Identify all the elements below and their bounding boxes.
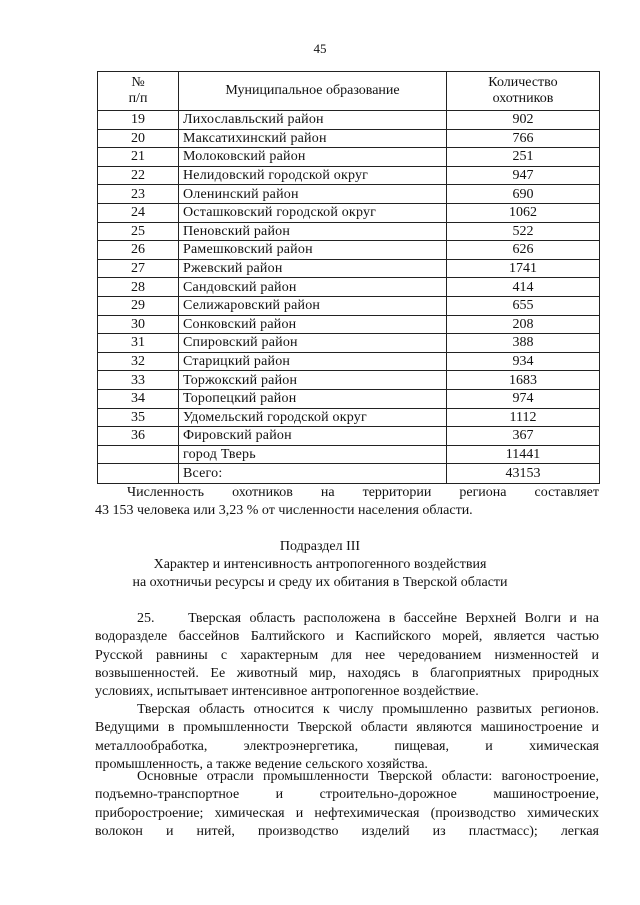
paragraph-line: промышленность, а также ведение сельского хозяйства.	[95, 756, 428, 772]
table-row	[98, 408, 600, 427]
row-number-cell: 36	[98, 427, 179, 446]
paragraph-line: возвышенностей. Ее животный мир, находясь в благоприятных природных	[95, 665, 599, 681]
hunter-count-cell: 11441	[447, 445, 600, 464]
table-header	[98, 72, 600, 111]
table-body	[98, 111, 600, 484]
table-row	[98, 129, 600, 148]
paragraph-line: приборостроение; химическая и нефтехимическая (производство химических	[95, 805, 599, 821]
row-number-cell: 26	[98, 241, 179, 260]
table-row	[98, 222, 600, 241]
hunter-count-cell: 367	[447, 427, 600, 446]
hunter-count-cell: 1062	[447, 203, 600, 222]
municipality-cell: Оленинский район	[179, 185, 447, 204]
row-number-cell: 35	[98, 408, 179, 427]
table-row	[98, 148, 600, 167]
row-number-cell: 27	[98, 259, 179, 278]
row-number-cell: 20	[98, 129, 179, 148]
header-number-line1: №	[131, 75, 145, 90]
paragraph-industry	[95, 701, 599, 774]
municipality-cell: город Тверь	[179, 445, 447, 464]
municipality-cell: Максатихинский район	[179, 129, 447, 148]
hunter-count-cell: 902	[447, 111, 600, 130]
paragraph-line: Русской равнины с характерным для нее чередованием низменностей и	[95, 647, 599, 663]
municipality-cell: Осташковский городской округ	[179, 203, 447, 222]
municipality-cell: Нелидовский городской округ	[179, 166, 447, 185]
summary-line: Численность охотников на территории региона составляет	[127, 485, 599, 500]
hunter-count-cell: 947	[447, 166, 600, 185]
row-number-cell: 28	[98, 278, 179, 297]
table-row	[98, 371, 600, 390]
table-row	[98, 241, 600, 260]
municipality-cell: Всего:	[179, 464, 447, 484]
table-row	[98, 445, 600, 464]
row-number-cell: 21	[98, 148, 179, 167]
hunter-count-cell: 655	[447, 296, 600, 315]
hunter-count-cell: 208	[447, 315, 600, 334]
summary-line: 43 153 человека или 3,23 % от численности населения области.	[95, 503, 473, 519]
table-row	[98, 111, 600, 130]
table-row	[98, 203, 600, 222]
hunter-count-cell: 414	[447, 278, 600, 297]
row-number-cell: 23	[98, 185, 179, 204]
section-title: Подраздел III	[279, 539, 361, 554]
paragraph-sectors	[95, 768, 599, 841]
hunter-count-cell: 388	[447, 334, 600, 353]
table-row	[98, 296, 600, 315]
header-number	[98, 72, 179, 111]
paragraph-line: металлообработка, электроэнергетика, пищевая, и химическая	[95, 738, 599, 754]
paragraph-line: волокон и нитей, производство изделий из пластмасс); легкая	[95, 823, 599, 839]
header-count-line1: Количество	[488, 75, 558, 90]
paragraph-line: Тверская область относится к числу промышленно развитых регионов.	[137, 702, 599, 717]
hunter-count-cell: 690	[447, 185, 600, 204]
row-number-cell: 24	[98, 203, 179, 222]
municipality-cell: Ржевский район	[179, 259, 447, 278]
section-subtitle: Характер и интенсивность антропогенного воздействия	[153, 557, 487, 572]
row-number-cell: 33	[98, 371, 179, 390]
table-row	[98, 278, 600, 297]
municipality-cell: Спировский район	[179, 334, 447, 353]
row-number-cell: 19	[98, 111, 179, 130]
municipality-cell: Лихославльский район	[179, 111, 447, 130]
hunter-count-cell: 766	[447, 129, 600, 148]
row-number-cell	[98, 464, 179, 484]
municipality-cell: Фировский район	[179, 427, 447, 446]
table-row	[98, 166, 600, 185]
row-number-cell: 30	[98, 315, 179, 334]
hunter-count-cell: 43153	[447, 464, 600, 484]
section-subtitle: на охотничьи ресурсы и среду их обитания в Тверской области	[132, 575, 508, 590]
row-number-cell: 32	[98, 352, 179, 371]
summary-paragraph	[95, 484, 599, 521]
municipality-cell: Молоковский район	[179, 148, 447, 167]
paragraph-line: 25. Тверская область расположена в бассейне Верхней Волги и на	[137, 611, 599, 626]
paragraph-line: условиях, испытывает интенсивное антропогенное воздействие.	[95, 684, 479, 700]
hunter-count-cell: 974	[447, 389, 600, 408]
table-row	[98, 334, 600, 353]
row-number-cell: 22	[98, 166, 179, 185]
table-row	[98, 259, 600, 278]
hunters-table	[97, 71, 600, 484]
municipality-cell: Торжокский район	[179, 371, 447, 390]
row-number-cell	[98, 445, 179, 464]
row-number-cell: 31	[98, 334, 179, 353]
paragraph-line: подъемно-транспортное и строительно-дорожное машиностроение,	[95, 787, 599, 803]
table-row	[98, 352, 600, 371]
municipality-cell: Удомельский городской округ	[179, 408, 447, 427]
hunter-count-cell: 522	[447, 222, 600, 241]
paragraph-25	[95, 610, 599, 701]
hunter-count-cell: 251	[447, 148, 600, 167]
municipality-cell: Старицкий район	[179, 352, 447, 371]
table-row	[98, 389, 600, 408]
table-row	[98, 315, 600, 334]
hunter-count-cell: 1683	[447, 371, 600, 390]
hunter-count-cell: 1112	[447, 408, 600, 427]
table-row	[98, 464, 600, 484]
municipality-cell: Торопецкий район	[179, 389, 447, 408]
hunter-count-cell: 934	[447, 352, 600, 371]
header-count-line2: охотников	[492, 91, 554, 106]
row-number-cell: 29	[98, 296, 179, 315]
municipality-cell: Сандовский район	[179, 278, 447, 297]
row-number-cell: 25	[98, 222, 179, 241]
hunter-count-cell: 1741	[447, 259, 600, 278]
table-row	[98, 185, 600, 204]
paragraph-line: Основные отрасли промышленности Тверской области: вагоностроение,	[137, 769, 599, 784]
header-municipality: Муниципальное образование	[179, 72, 447, 111]
municipality-cell: Рамешковский район	[179, 241, 447, 260]
header-hunter-count	[447, 72, 600, 111]
row-number-cell: 34	[98, 389, 179, 408]
hunter-count-cell: 626	[447, 241, 600, 260]
page-number: 45	[313, 41, 327, 56]
header-number-line2: п/п	[128, 91, 148, 106]
table-row	[98, 427, 600, 446]
municipality-cell: Пеновский район	[179, 222, 447, 241]
paragraph-line: Ведущими в промышленности Тверской области являются машиностроение и	[95, 720, 599, 736]
municipality-cell: Селижаровский район	[179, 296, 447, 315]
municipality-cell: Сонковский район	[179, 315, 447, 334]
paragraph-line: водоразделе бассейнов Балтийского и Каспийского морей, является частью	[95, 629, 599, 645]
